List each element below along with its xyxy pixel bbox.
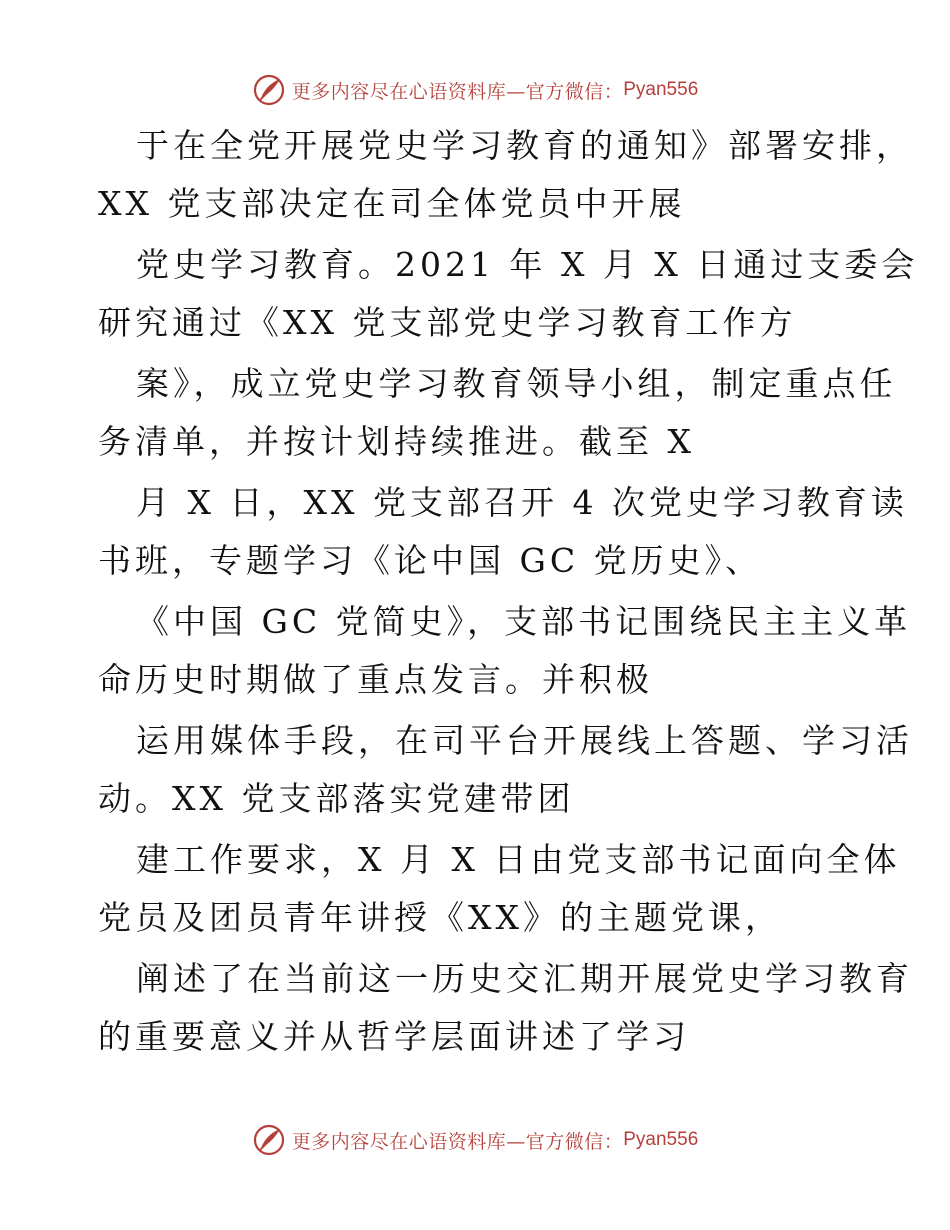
paragraph-line: 命历史时期做了重点发言。并积极: [98, 660, 653, 699]
paragraph-line: 务清单，并按计划持续推进。截至 X: [98, 422, 695, 461]
paragraph-line: 于在全党开展党史学习教育的通知》部署安排，: [136, 126, 913, 165]
paragraph-line: 动。XX 党支部落实党建带团: [98, 779, 575, 818]
banner-wechat-id: Pyan556: [623, 1129, 699, 1150]
paragraph-line: 《中国 GC 党简史》，支部书记围绕民主主义革: [136, 602, 912, 641]
banner-site-text: 更多内容尽在心语资料库—官方微信：: [291, 1130, 624, 1153]
banner-wechat-id: Pyan556: [623, 79, 699, 100]
footer-banner: [0, 1120, 950, 1160]
paragraph-line: 党员及团员青年讲授《XX》的主题党课，: [98, 898, 782, 937]
feather-pen-logo-icon: [252, 1123, 286, 1157]
feather-pen-logo-icon: [252, 73, 286, 107]
paragraph-line: 阐述了在当前这一历史交汇期开展党史学习教育: [136, 959, 913, 998]
banner-site-text: 更多内容尽在心语资料库—官方微信：: [291, 80, 624, 103]
paragraph-line: 运用媒体手段，在司平台开展线上答题、学习活: [136, 721, 913, 760]
paragraph-line: 书班，专题学习《论中国 GC 党历史》、: [98, 541, 763, 580]
header-banner: [0, 70, 950, 110]
paragraph-line: 党史学习教育。2021 年 X 月 X 日通过支委会: [136, 245, 919, 284]
paragraph-line: 建工作要求，X 月 X 日由党支部书记面向全体: [136, 840, 901, 879]
paragraph-line: 的重要意义并从哲学层面讲述了学习: [98, 1017, 690, 1056]
paragraph-line: 研究通过《XX 党支部党史学习教育工作方: [98, 303, 797, 342]
paragraph-line: XX 党支部决定在司全体党员中开展: [98, 184, 686, 223]
paragraph-line: 案》，成立党史学习教育领导小组，制定重点任: [136, 364, 897, 403]
paragraph-line: 月 X 日，XX 党支部召开 4 次党史学习教育读: [136, 483, 908, 522]
